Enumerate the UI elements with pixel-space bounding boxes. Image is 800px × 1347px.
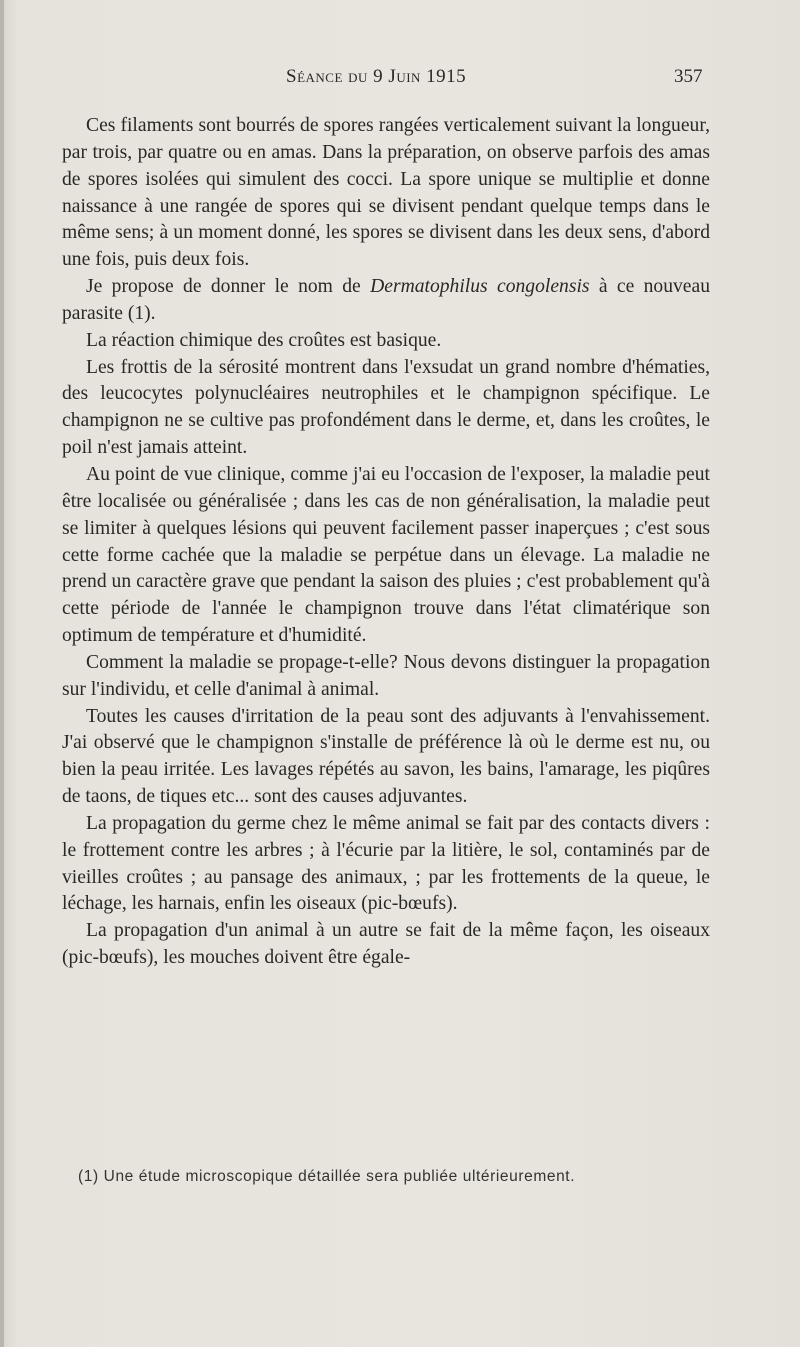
- paragraph-3: La réaction chimique des croûtes est basique.: [86, 329, 442, 351]
- species-name: Dermatophilus congolensis: [370, 276, 590, 298]
- paragraph-8: La propagation du germe chez le même animal se fait par des contacts divers : le frottement contre les arbres ; à l'écurie par la litière, le sol, contaminés par de vieilles croûtes ; au pansage des animaux, ; par les frottements de la queue, le léchage, les harnais, enfin les oiseaux (pic-bœufs).: [62, 812, 710, 915]
- paragraph-1: Ces filaments sont bourrés de spores rangées verticalement suivant la longueur, par trois, par quatre ou en amas. Dans la préparation, on observe parfois des amas de spores isolées qui simulent des cocci. La spore unique se multiplie et donne naissance à une rangée de spores qui se divisent pendant quelque temps dans le même sens; à un moment donné, les spores se divisent dans les deux sens, d'abord une fois, puis deux fois.: [62, 115, 710, 271]
- paragraph-5: Au point de vue clinique, comme j'ai eu l'occasion de l'exposer, la maladie peut être localisée ou généralisée ; dans les cas de non généralisation, la maladie peut se limiter à quelques lésions qui peuvent facilement passer inaperçues ; c'est sous cette forme cachée que la maladie se perpétue dans un élevage. La maladie ne prend un caractère grave que pendant la saison des pluies ; c'est probablement qu'à cette période de l'année le champignon trouve dans l'état climatérique son optimum de température et d'humidité.: [62, 463, 710, 647]
- page-number: 357: [674, 66, 703, 87]
- footnote: (1) Une étude microscopique détaillée sera publiée ultérieurement.: [78, 1168, 576, 1185]
- paragraph-2: [62, 274, 710, 328]
- paragraph-2-end: à ce nouveau parasite (1).: [62, 276, 710, 324]
- paragraph-9: La propagation d'un animal à un autre se fait de la même façon, les oiseaux (pic-bœufs), les mouches doivent être égale-: [62, 920, 710, 969]
- page-header: [0, 66, 800, 96]
- running-head: Séance du 9 Juin 1915: [286, 66, 467, 87]
- paragraph-2-start: Je propose de donner le nom de: [86, 276, 371, 298]
- body-text: [62, 113, 710, 972]
- paragraph-4: Les frottis de la sérosité montrent dans l'exsudat un grand nombre d'hématies, des leucocytes polynucléaires neutrophiles et le champignon spécifique. Le champignon ne se cultive pas profondément dans le derme, et, dans les croûtes, le poil n'est jamais atteint.: [62, 356, 710, 459]
- paragraph-6: Comment la maladie se propage-t-elle? Nous devons distinguer la propagation sur l'individu, et celle d'animal à animal.: [62, 651, 710, 700]
- page-edge: [0, 0, 4, 1347]
- paragraph-7: Toutes les causes d'irritation de la peau sont des adjuvants à l'envahissement. J'ai observé que le champignon s'installe de préférence là où le derme est nu, ou bien la peau irritée. Les lavages répétés au savon, les bains, l'amarage, les piqûres de taons, de tiques etc... sont des causes adjuvantes.: [62, 705, 710, 808]
